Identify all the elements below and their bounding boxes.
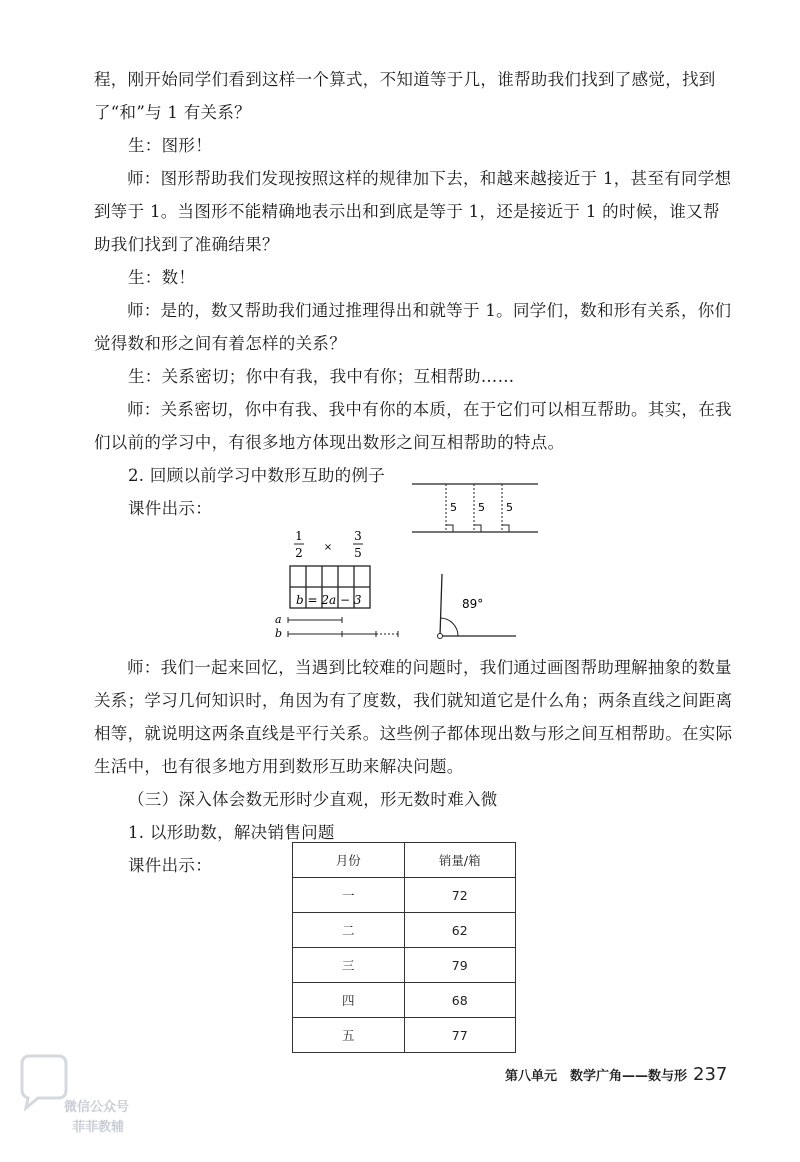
table-row: [293, 913, 516, 948]
watermark-line-2: 菲菲教辅: [72, 1120, 125, 1135]
times-sign: ×: [323, 542, 333, 553]
paragraph-teacher-review: 师：我们一起来回忆，当遇到比较难的问题时，我们通过画图帮助理解抽象的数量关系；学习几何知识时，角因为有了度数，我们就知道它是什么角；两条直线之间距离相等，就说明这两条直线是平行关系。这些例子都体现出数与形之间互相帮助。在实际生活中，也有很多地方用到数形互助来解决问题。: [94, 658, 733, 776]
header-sales: 销量/箱: [404, 843, 516, 878]
month-cell: 五: [293, 1018, 405, 1053]
courseware-label-1: 课件出示：: [128, 499, 212, 518]
paragraph-3: 师：图形帮助我们发现按照这样的规律加下去，和越来越接近于 1，甚至有同学想到等于 1。当图形不能精确地表示出和到底是等于 1，还是接近于 1 的时候，谁又帮助我们找到了准确结果？: [94, 169, 732, 254]
table-row: [293, 983, 516, 1018]
paragraph-6: 生：关系密切；你中有我，我中有你；互相帮助……: [128, 367, 515, 386]
paragraph-2: 生：图形！: [128, 136, 212, 155]
fraction-denominator-1: 2: [295, 546, 303, 560]
courseware-label-2: 课件出示：: [128, 856, 212, 875]
distance-label-2: 5: [478, 501, 485, 514]
month-cell: 三: [293, 948, 405, 983]
table-row: [293, 948, 516, 983]
sales-cell: 62: [404, 913, 516, 948]
angle-label: 89°: [462, 597, 484, 611]
page-footer: [505, 1064, 727, 1085]
sales-cell: 79: [404, 948, 516, 983]
paragraph-7: 师：关系密切，你中有我、我中有你的本质，在于它们可以相互帮助。其实，在我们以前的学习中，有很多地方体现出数形之间互相帮助的特点。: [94, 400, 732, 452]
sales-table: [292, 842, 516, 1053]
month-cell: 二: [293, 913, 405, 948]
section-heading-3: （三）深入体会数无形时少直观，形无数时难入微: [128, 790, 498, 809]
month-cell: 四: [293, 983, 405, 1018]
equation-label: b = 2a − 3: [296, 593, 362, 607]
sales-cell: 68: [404, 983, 516, 1018]
fraction-denominator-2: 5: [354, 546, 362, 560]
section-heading-3-1: 1. 以形助数，解决销售问题: [128, 823, 335, 842]
table-row: [293, 1018, 516, 1053]
unit-title: 第八单元 数学广角——数与形: [505, 1069, 688, 1084]
section-heading-2: 2. 回顾以前学习中数形互助的例子: [128, 466, 386, 485]
table-header-row: [293, 843, 516, 878]
distance-label-3: 5: [506, 501, 513, 514]
distance-label-1: 5: [450, 501, 457, 514]
table-row: [293, 878, 516, 913]
paragraph-5: 师：是的，数又帮助我们通过推理得出和就等于 1。同学们，数和形有关系，你们觉得数和形之间有着怎样的关系？: [94, 301, 732, 353]
segment-figure: [272, 590, 407, 640]
fraction-numerator-2: 3: [354, 529, 362, 543]
sales-cell: 77: [404, 1018, 516, 1053]
paragraph-4: 生：数！: [128, 268, 196, 287]
watermark: [14, 1050, 144, 1135]
angle-figure: [430, 572, 520, 642]
segment-b-label: b: [275, 627, 283, 640]
month-cell: 一: [293, 878, 405, 913]
watermark-line-1: 微信公众号: [64, 1100, 130, 1115]
paragraph-1: 程，刚开始同学们看到这样一个算式，不知道等于几，谁帮助我们找到了感觉，找到了“和”与 1 有关系？: [94, 70, 716, 122]
parallel-lines-figure: [410, 472, 540, 542]
segment-a-label: a: [275, 613, 282, 626]
page-number: 237: [693, 1064, 728, 1085]
header-month: 月份: [293, 843, 405, 878]
fraction-numerator-1: 1: [295, 529, 303, 543]
sales-cell: 72: [404, 878, 516, 913]
